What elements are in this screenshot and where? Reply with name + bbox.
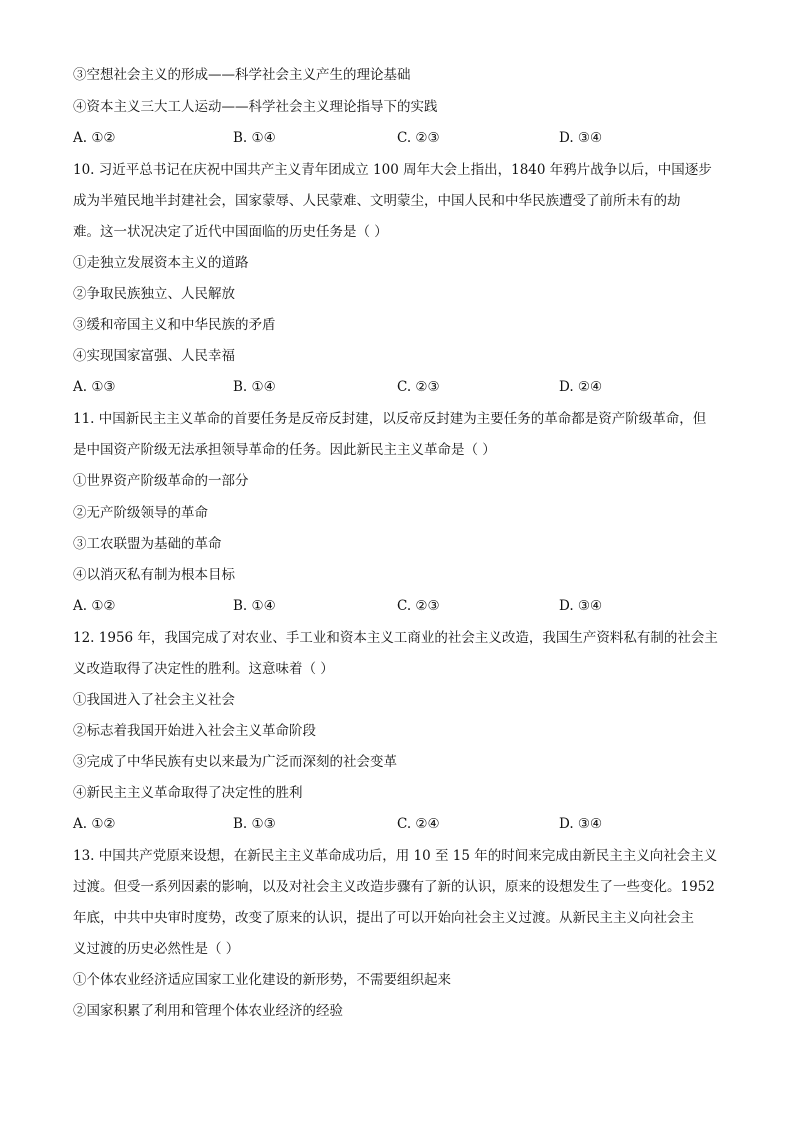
q10-item-1: ①走独立发展资本主义的道路 — [73, 255, 249, 271]
q10-item-2: ②争取民族独立、人民解放 — [73, 286, 235, 302]
q12-item-2: ②标志着我国开始进入社会主义革命阶段 — [73, 723, 316, 739]
q11-stem-line: 11. 中国新民主主义革命的首要任务是反帝反封建，以反帝反封建为主要任务的革命都是资产阶级革命，但 — [73, 411, 707, 427]
q9-item-3: ③空想社会主义的形成——科学社会主义产生的理论基础 — [73, 67, 411, 83]
q12-options — [73, 814, 733, 834]
q10-stem-line: 难。这一状况决定了近代中国面临的历史任务是（ ） — [73, 224, 388, 240]
q12-item-3: ③完成了中华民族有史以来最为广泛而深刻的社会变革 — [73, 754, 397, 770]
q10-option-d[interactable]: D. ②④ — [559, 379, 603, 395]
q9-option-b[interactable]: B. ①④ — [233, 130, 276, 146]
q13-stem-line: 年底，中共中央审时度势，改变了原来的认识，提出了可以开始向社会主义过渡。从新民主主义向社会主 — [73, 910, 694, 926]
q11-item-1: ①世界资产阶级革命的一部分 — [73, 473, 249, 489]
q12-option-d[interactable]: D. ③④ — [559, 816, 603, 832]
q12-stem-line: 12. 1956 年，我国完成了对农业、手工业和资本主义工商业的社会主义改造，我国生产资料私有制的社会主 — [73, 630, 718, 646]
q11-option-c[interactable]: C. ②③ — [397, 598, 440, 614]
q13-item-2: ②国家积累了利用和管理个体农业经济的经验 — [73, 1003, 343, 1019]
q13-item-1: ①个体农业经济适应国家工业化建设的新形势，不需要组织起来 — [73, 972, 451, 988]
q9-option-d[interactable]: D. ③④ — [559, 130, 603, 146]
q10-item-3: ③缓和帝国主义和中华民族的矛盾 — [73, 317, 276, 333]
q11-stem-line: 是中国资产阶级无法承担领导革命的任务。因此新民主主义革命是（ ） — [73, 442, 496, 458]
q10-stem-line: 10. 习近平总书记在庆祝中国共产主义青年团成立 100 周年大会上指出，1840 年鸦片战争以后，中国逐步 — [73, 162, 712, 178]
q9-option-a[interactable]: A. ①② — [73, 130, 116, 146]
q12-item-1: ①我国进入了社会主义社会 — [73, 692, 235, 708]
q12-option-c[interactable]: C. ②④ — [397, 816, 440, 832]
q13-stem-line: 过渡。但受一系列因素的影响，以及对社会主义改造步骤有了新的认识，原来的设想发生了一些变化。1952 — [73, 879, 715, 895]
q13-stem-line: 义过渡的历史必然性是（ ） — [73, 941, 240, 957]
q11-item-3: ③工农联盟为基础的革命 — [73, 536, 222, 552]
q12-item-4: ④新民主主义革命取得了决定性的胜利 — [73, 785, 303, 801]
q12-option-a[interactable]: A. ①② — [73, 816, 116, 832]
q9-option-c[interactable]: C. ②③ — [397, 130, 440, 146]
q10-option-a[interactable]: A. ①③ — [73, 379, 116, 395]
q10-option-b[interactable]: B. ①④ — [233, 379, 276, 395]
q11-option-b[interactable]: B. ①④ — [233, 598, 276, 614]
q11-options — [73, 596, 733, 616]
q11-option-a[interactable]: A. ①② — [73, 598, 116, 614]
q13-stem-line: 13. 中国共产党原来设想，在新民主主义革命成功后，用 10 至 15 年的时间来完成由新民主主义向社会主义 — [73, 848, 718, 864]
q11-item-2: ②无产阶级领导的革命 — [73, 505, 208, 521]
q10-option-c[interactable]: C. ②③ — [397, 379, 440, 395]
q9-item-4: ④资本主义三大工人运动——科学社会主义理论指导下的实践 — [73, 99, 438, 115]
q10-item-4: ④实现国家富强、人民幸福 — [73, 348, 235, 364]
q10-stem-line: 成为半殖民地半封建社会，国家蒙辱、人民蒙难、文明蒙尘，中国人民和中华民族遭受了前所未有的劫 — [73, 193, 681, 209]
q12-stem-line: 义改造取得了决定性的胜利。这意味着（ ） — [73, 661, 334, 677]
q10-options — [73, 377, 733, 397]
q9-options — [73, 128, 733, 148]
q11-option-d[interactable]: D. ③④ — [559, 598, 603, 614]
q11-item-4: ④以消灭私有制为根本目标 — [73, 567, 235, 583]
q12-option-b[interactable]: B. ①③ — [233, 816, 276, 832]
